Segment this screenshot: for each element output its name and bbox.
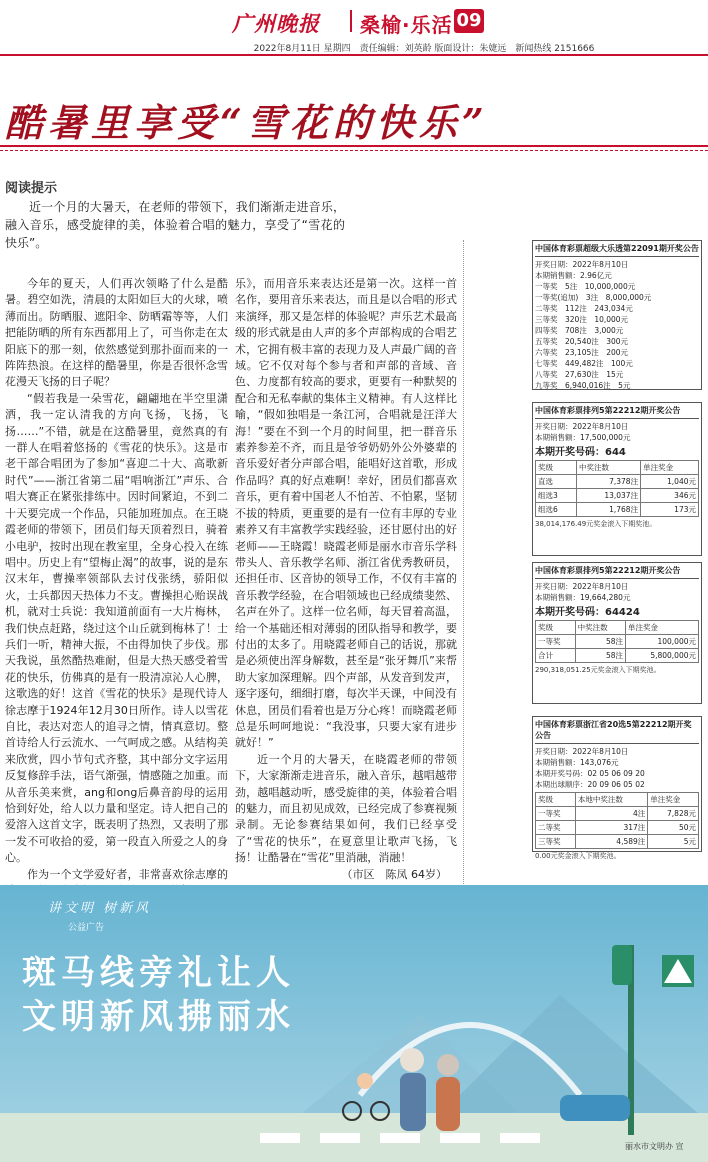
table-cell: 58注	[575, 635, 625, 649]
table-cell: 100,000元	[626, 635, 699, 649]
paragraph: 作为一个文学爱好者，非常喜欢徐志摩的	[27, 867, 228, 881]
grandma-figure	[437, 1054, 459, 1076]
crosswalk-stripe	[440, 1133, 480, 1143]
table-cell: 本地中奖注数	[575, 793, 647, 807]
lottery-line: 三等奖 320注 10,000元	[535, 315, 629, 324]
table-cell: 奖级	[536, 461, 577, 475]
lottery-line: 六等奖 23,105注 200元	[535, 348, 629, 357]
table-cell: 173元	[641, 503, 699, 517]
table-cell: 58注	[575, 649, 625, 663]
headline-rule	[0, 145, 708, 147]
table-cell: 直选	[536, 475, 577, 489]
lottery-notice-p5	[532, 562, 702, 704]
column-divider	[463, 240, 464, 930]
paragraph: “假若我是一朵雪花，翩翩地在半空里潇洒，我一定认清我的方向飞扬，飞扬，飞扬……”不错，就是在这酷暑里，竟然真的有一群人在唱着悠扬的《雪花的快乐》。这是市老干部合唱团为了参加“喜迎二十大、高歌新时代”——浙江省第二届“唱响浙江”声乐、合唱大赛正在紧张排练中。因时间紧迫，不到二十天要完成一个作品，只能加班加点。在王晓霞老师的带领下，团员们每天顶着烈日，骑着小电驴，按时出现在教室里，全身心投入在练唱中。历史上有“望梅止渴”的故事，说的是东汉末年，曹操率领部队去讨伐张绣，骄阳似火，士兵都因天热体力不支。曹操担心贻误战机，就对士兵说：我知道前面有一大片梅林，我们快点赶路，绕过这个山丘就到梅林了！士兵们一听，精神大振，不由得加快了步伐。那天我说，虽然酷热难耐，但是大热天感受着雪花的快乐，仿佛真的是有一股清凉沁人心脾，这歌选的好！这首《雪花的快乐》是现代诗人徐志摩于1924年12月30日所作。诗人以雪花自比，表达对恋人的追寻之情，情真意切。整首诗给人行云流水、一气呵成之感。从结构美来欣赏，四小节句式齐整，其中部分文字运用反复修辞手法，语气渐强，情感随之加重。而从音乐美来赏，ang和ong后鼻音韵母的运用恰到好处，给人以力量和坚定。诗人把自己的爱溶入这首文字，既表明了热烈，又表明了那一发不可收拾的爱，第一段直入所爱之人的身心。	[5, 391, 228, 865]
table-cell: 组选6	[536, 503, 577, 517]
lead-text: 近一个月的大暑天，在老师的带领下，我们渐渐走进音乐，融入音乐，感受旋律的美，体验着合唱的魅力，享受了“雪花的快乐”。	[5, 200, 345, 250]
lottery-title: 中国体育彩票浙江省20选5第22212期开奖公告	[535, 719, 699, 744]
lottery-note: 290,318,051.25元奖金滚入下期奖池。	[535, 666, 661, 674]
table-cell: 1,040元	[641, 475, 699, 489]
crosswalk-stripe	[380, 1133, 420, 1143]
table-cell: 单注奖金	[648, 793, 699, 807]
headline-dash-rule	[0, 150, 708, 151]
table-cell: 一等奖	[536, 635, 576, 649]
lottery-notice-p3	[532, 402, 702, 556]
lottery-line: 一等奖(追加) 3注 8,000,000元	[535, 293, 652, 302]
ad-label: 公益广告	[68, 923, 105, 933]
ad-slogan-top: 讲文明 树新风	[48, 901, 152, 916]
car-shape	[560, 1095, 630, 1121]
divider	[350, 10, 352, 32]
lottery-title: 中国体育彩票超级大乐透第22091期开奖公告	[535, 243, 699, 257]
table-cell: 5,800,000元	[626, 649, 699, 663]
lottery-line: 开奖日期：2022年8月10日	[535, 582, 629, 591]
table-cell: 三等奖	[536, 835, 576, 849]
table-cell: 一等奖	[536, 807, 576, 821]
lottery-title: 中国体育彩票排列5第22212期开奖公告	[535, 565, 699, 579]
lottery-line: 五等奖 20,540注 300元	[535, 337, 629, 346]
table-cell: 二等奖	[536, 821, 576, 835]
table-cell: 单注奖金	[641, 461, 699, 475]
paper-logo: 广州晚报	[232, 11, 320, 36]
masthead	[0, 0, 708, 56]
lottery-line: 本期出球顺序：20 09 06 05 02	[535, 780, 645, 789]
lottery-notice-superlotto	[532, 240, 702, 390]
table-cell: 1,768注	[576, 503, 640, 517]
table-cell: 4,589注	[575, 835, 647, 849]
lottery-table	[535, 620, 699, 663]
public-service-ad	[0, 885, 708, 1162]
lottery-line: 开奖日期：2022年8月10日	[535, 260, 629, 269]
table-cell: 5元	[648, 835, 699, 849]
lottery-line: 本期销售额：17,500,000元	[535, 433, 631, 442]
lottery-line: 本期开奖号码：02 05 06 09 20	[535, 769, 645, 778]
ad-headline-2: 文明新风拂丽水	[22, 997, 295, 1037]
masthead-meta: 2022年8月11日 星期四 责任编辑：刘英龄 版面设计：朱婕远 新闻热线 2151666	[253, 44, 595, 54]
byline: （市区 陈凤 64岁）	[341, 867, 447, 881]
lead-title: 阅读提示	[5, 181, 58, 196]
lottery-line: 开奖日期：2022年8月10日	[535, 747, 629, 756]
masthead-rule	[0, 54, 708, 56]
table-cell: 317注	[575, 821, 647, 835]
lottery-line: 七等奖 449,482注 100元	[535, 359, 633, 368]
lottery-notice-20x5	[532, 716, 702, 860]
table-cell: 7,378注	[576, 475, 640, 489]
lottery-number: 本期开奖号码：64424	[535, 607, 640, 618]
lottery-number: 本期开奖号码：644	[535, 447, 626, 458]
table-cell: 4注	[575, 807, 647, 821]
table-cell: 单注奖金	[626, 621, 699, 635]
section-title: 桑榆·乐活	[360, 13, 453, 37]
cyclist-figure	[357, 1073, 373, 1089]
lottery-line: 一等奖 5注 10,000,000元	[535, 282, 636, 291]
article-column-2	[235, 276, 457, 883]
lottery-line: 二等奖 112注 243,034元	[535, 304, 633, 313]
lottery-note: 38,014,176.49元奖金滚入下期奖池。	[535, 520, 657, 528]
lottery-line: 九等奖 6,940,016注 5元	[535, 381, 631, 390]
ad-credit: 丽水市文明办 宣	[625, 1142, 684, 1151]
table-cell: 7,828元	[648, 807, 699, 821]
lottery-table	[535, 460, 699, 517]
table-cell: 中奖注数	[575, 621, 625, 635]
lottery-line: 开奖日期：2022年8月10日	[535, 422, 629, 431]
table-cell: 中奖注数	[576, 461, 640, 475]
table-cell: 奖级	[536, 793, 576, 807]
headline: 酷暑里享受“雪花的快乐”	[5, 100, 489, 145]
paragraph: 今年的夏天，人们再次领略了什么是酷暑。碧空如洗，清晨的太阳如巨大的火球，喷薄而出。防晒服、遮阳伞、防晒霜等等，人们把能防晒的所有东西都用上了，可当你走在太阳底下的那一刻，依然感觉到那扑面而来的一阵阵热浪。在这样的酷暑里，你是否很怀念雪花漫天飞扬的日子呢？	[5, 277, 228, 389]
paragraph: 近一个月的大暑天，在晓霞老师的带领下，大家渐渐走进音乐，融入音乐，越唱越带劲，越唱越动听，感受旋律的美，体验着合唱的魅力，而且初见成效，已经完成了参赛视频录制。无论参赛结果如何，我们已经享受了“雪花的快乐”，在夏意里让歌声飞扬，飞扬！让酷暑在“雪花”里消融，消融！	[235, 752, 457, 865]
traffic-light-icon	[612, 945, 632, 985]
crosswalk-stripe	[260, 1133, 300, 1143]
lottery-line: 本期销售额：19,664,280元	[535, 593, 631, 602]
lottery-line: 四等奖 708注 3,000元	[535, 326, 624, 335]
lottery-line: 本期销售额：2.96亿元	[535, 271, 612, 280]
crosswalk-stripe	[320, 1133, 360, 1143]
page-number: 09	[454, 9, 484, 33]
lottery-note: 0.00元奖金滚入下期奖池。	[535, 852, 621, 860]
lottery-title: 中国体育彩票排列5第22212期开奖公告	[535, 405, 699, 419]
lottery-line: 本期销售额：143,076元	[535, 758, 619, 767]
table-cell: 346元	[641, 489, 699, 503]
grandma-body	[436, 1077, 460, 1131]
table-cell: 奖级	[536, 621, 576, 635]
lottery-table	[535, 792, 699, 849]
grandpa-figure	[400, 1048, 424, 1072]
grandpa-body	[400, 1073, 426, 1131]
table-cell: 50元	[648, 821, 699, 835]
lottery-line: 八等奖 27,630注 15元	[535, 370, 624, 379]
table-cell: 合计	[536, 649, 576, 663]
paragraph: 乐》，而用音乐来表达还是第一次。这样一首名作，要用音乐来表达，而且是以合唱的形式来演绎，那又是怎样的体验呢？声乐艺术最高级的形式就是由人声的多个声部构成的合唱艺术，它拥有极丰富的表现力及人声最广阔的音域。它不仅对每个参与者和声部的音域、音色、力度都有较高的要求，更要有一种默契的配合和无私奉献的集体主义精神。有人这样比喻，“假如独唱是一条江河，合唱就是汪洋大海！”要在不到一个月的时间里，把一群音乐素养参差不齐，而且是爷爷奶奶外公外婆辈的音乐爱好者分声部合唱，能唱好这首歌，形成作品吗？真的好点难啊！幸好，团员们都喜欢音乐，更有着中国老人不怕苦、不怕累，坚韧不拔的特质，更重要的是有一位有丰厚的专业素养又有丰富教学实践经验，还甘愿付出的好老师——王晓霞！晓霞老师是丽水市音乐学科带头人、音乐教学名师、浙江省优秀教研员，还担任市、区音协的领导工作，不仅有丰富的音乐教学经验，在合唱领域也已经成绩斐然、名声在外了。这样一位名师，每天冒着高温，给一个基础还相对薄弱的团队指导和教学，要付出的太多了。用晓霞老师自己的话说，那就是必须使出浑身解数，甚至是“张牙舞爪”来帮助大家加深理解。四个声部，从发音到发声，逐字逐句，细细打磨，每次半天课，中间没有休息，团员们看着也是万分心疼！而晓霞老师总是乐呵呵地说：“我没事，只要大家有进步就好！”	[235, 277, 457, 750]
table-cell: 组选3	[536, 489, 577, 503]
table-cell: 13,037注	[576, 489, 640, 503]
article-column-1	[5, 276, 228, 899]
ad-headline-1: 斑马线旁礼让人	[22, 953, 295, 993]
crosswalk-stripe	[500, 1133, 540, 1143]
